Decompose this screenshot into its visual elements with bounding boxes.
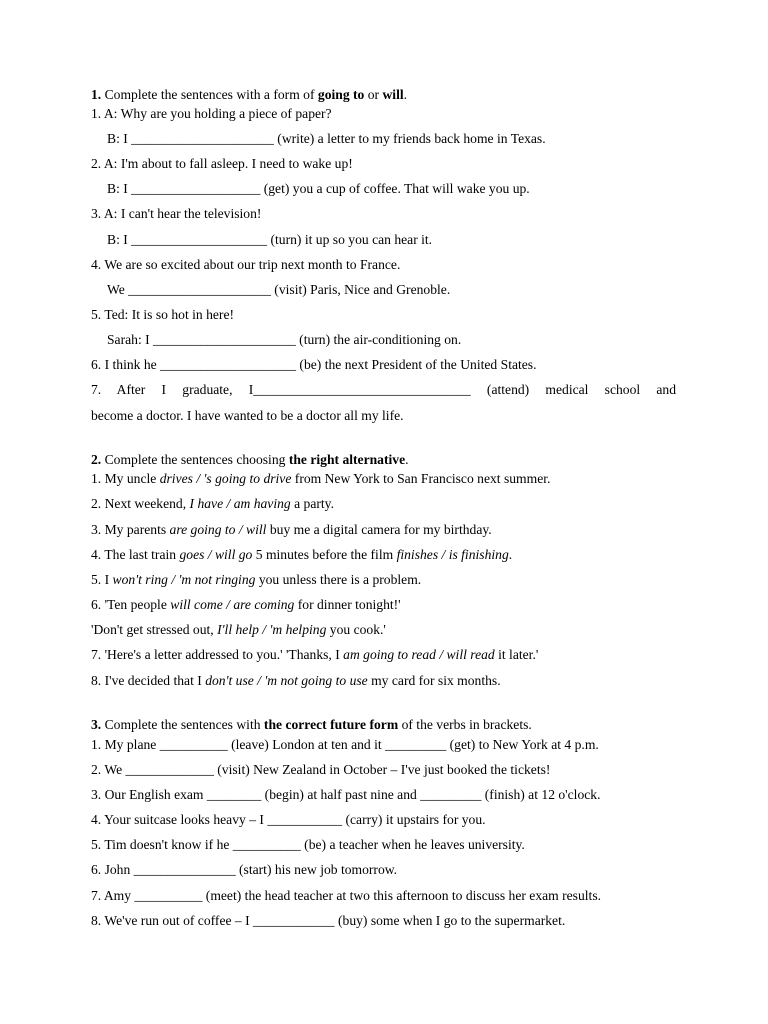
exercise-number: 1. — [91, 87, 102, 102]
exercise-line: 3. A: I can't hear the television! — [91, 206, 262, 221]
instruction-keyword: going to — [317, 87, 365, 102]
exercise-line: 8. We've run out of coffee – I ____________ (buy) some when I go to the supermarket. — [91, 913, 566, 928]
alternative-choice: are going to / will — [169, 522, 267, 537]
instruction-keyword: the correct future form — [263, 717, 399, 732]
instruction-text: of the verbs in brackets. — [398, 717, 532, 732]
exercise-line: 1. A: Why are you holding a piece of paper? — [91, 106, 332, 121]
instruction-keyword: will — [382, 87, 404, 102]
exercise-line: 1. My uncle drives / 's going to drive from New York to San Francisco next summer. — [91, 471, 551, 486]
alternative-choice: finishes / is finishing — [396, 547, 509, 562]
alternative-choice: I have / am having — [189, 496, 291, 511]
exercise-line: 8. I've decided that I don't use / 'm not going to use my card for six months. — [91, 673, 501, 688]
alternative-choice: will come / are coming — [170, 597, 295, 612]
instruction-keyword: the right alternative — [288, 452, 406, 467]
exercise-line: 6. 'Ten people will come / are coming for dinner tonight!' — [91, 597, 401, 612]
instruction-text: or — [364, 87, 383, 102]
exercise-number: 2. — [91, 452, 102, 467]
exercise-line: We _____________________ (visit) Paris, Nice and Grenoble. — [107, 282, 451, 297]
exercise-line: 5. I won't ring / 'm not ringing you unless there is a problem. — [91, 572, 422, 587]
exercise-line: B: I _____________________ (write) a letter to my friends back home in Texas. — [107, 131, 546, 146]
exercise-3-instruction — [91, 717, 532, 733]
exercise-line: 7. Amy __________ (meet) the head teacher at two this afternoon to discuss her exam results. — [91, 888, 602, 903]
alternative-choice: won't ring / 'm not ringing — [112, 572, 256, 587]
exercise-line: 2. We _____________ (visit) New Zealand in October – I've just booked the tickets! — [91, 762, 551, 777]
alternative-choice: goes / will go — [179, 547, 253, 562]
exercise-line: Sarah: I _____________________ (turn) the air-conditioning on. — [107, 332, 462, 347]
exercise-line: 7. 'Here's a letter addressed to you.' 'Thanks, I am going to read / will read it later.' — [91, 647, 539, 662]
instruction-text: Complete the sentences choosing — [101, 452, 289, 467]
exercise-line: 2. A: I'm about to fall asleep. I need to wake up! — [91, 156, 353, 171]
exercise-2-instruction — [91, 452, 409, 468]
exercise-line: 5. Ted: It is so hot in here! — [91, 307, 235, 322]
exercise-line: 5. Tim doesn't know if he __________ (be) a teacher when he leaves university. — [91, 837, 525, 852]
exercise-line: B: I ___________________ (get) you a cup of coffee. That will wake you up. — [107, 181, 530, 196]
instruction-text: . — [403, 87, 408, 102]
exercise-line: B: I ____________________ (turn) it up so you can hear it. — [107, 232, 433, 247]
exercise-number: 3. — [91, 717, 102, 732]
exercise-line: 4. Your suitcase looks heavy – I ___________ (carry) it upstairs for you. — [91, 812, 486, 827]
instruction-text: Complete the sentences with a form of — [101, 87, 318, 102]
exercise-line: 3. My parents are going to / will buy me a digital camera for my birthday. — [91, 522, 492, 537]
exercise-line: 3. Our English exam ________ (begin) at half past nine and _________ (finish) at 12 o'clock. — [91, 787, 601, 802]
exercise-line: 2. Next weekend, I have / am having a party. — [91, 496, 334, 511]
exercise-line: 4. The last train goes / will go 5 minutes before the film finishes / is finishing. — [91, 547, 513, 562]
exercise-1-instruction — [91, 87, 407, 103]
alternative-choice: am going to read / will read — [343, 647, 495, 662]
exercise-line: 6. I think he ____________________ (be) the next President of the United States. — [91, 357, 537, 372]
exercise-line: 'Don't get stressed out, I'll help / 'm helping you cook.' — [91, 622, 386, 637]
alternative-choice: I'll help / 'm helping — [217, 622, 327, 637]
exercise-line: 7. After I graduate, I________________________________ (attend) medical school and — [91, 382, 676, 397]
instruction-text: . — [405, 452, 409, 467]
exercise-line: 1. My plane __________ (leave) London at ten and it _________ (get) to New York at 4 p.m. — [91, 737, 599, 752]
alternative-choice: drives / 's going to drive — [159, 471, 292, 486]
instruction-text: Complete the sentences with — [101, 717, 264, 732]
exercise-line: 6. John _______________ (start) his new job tomorrow. — [91, 862, 398, 877]
exercise-line: 4. We are so excited about our trip next month to France. — [91, 257, 401, 272]
alternative-choice: don't use / 'm not going to use — [205, 673, 368, 688]
exercise-line: become a doctor. I have wanted to be a doctor all my life. — [91, 408, 404, 423]
